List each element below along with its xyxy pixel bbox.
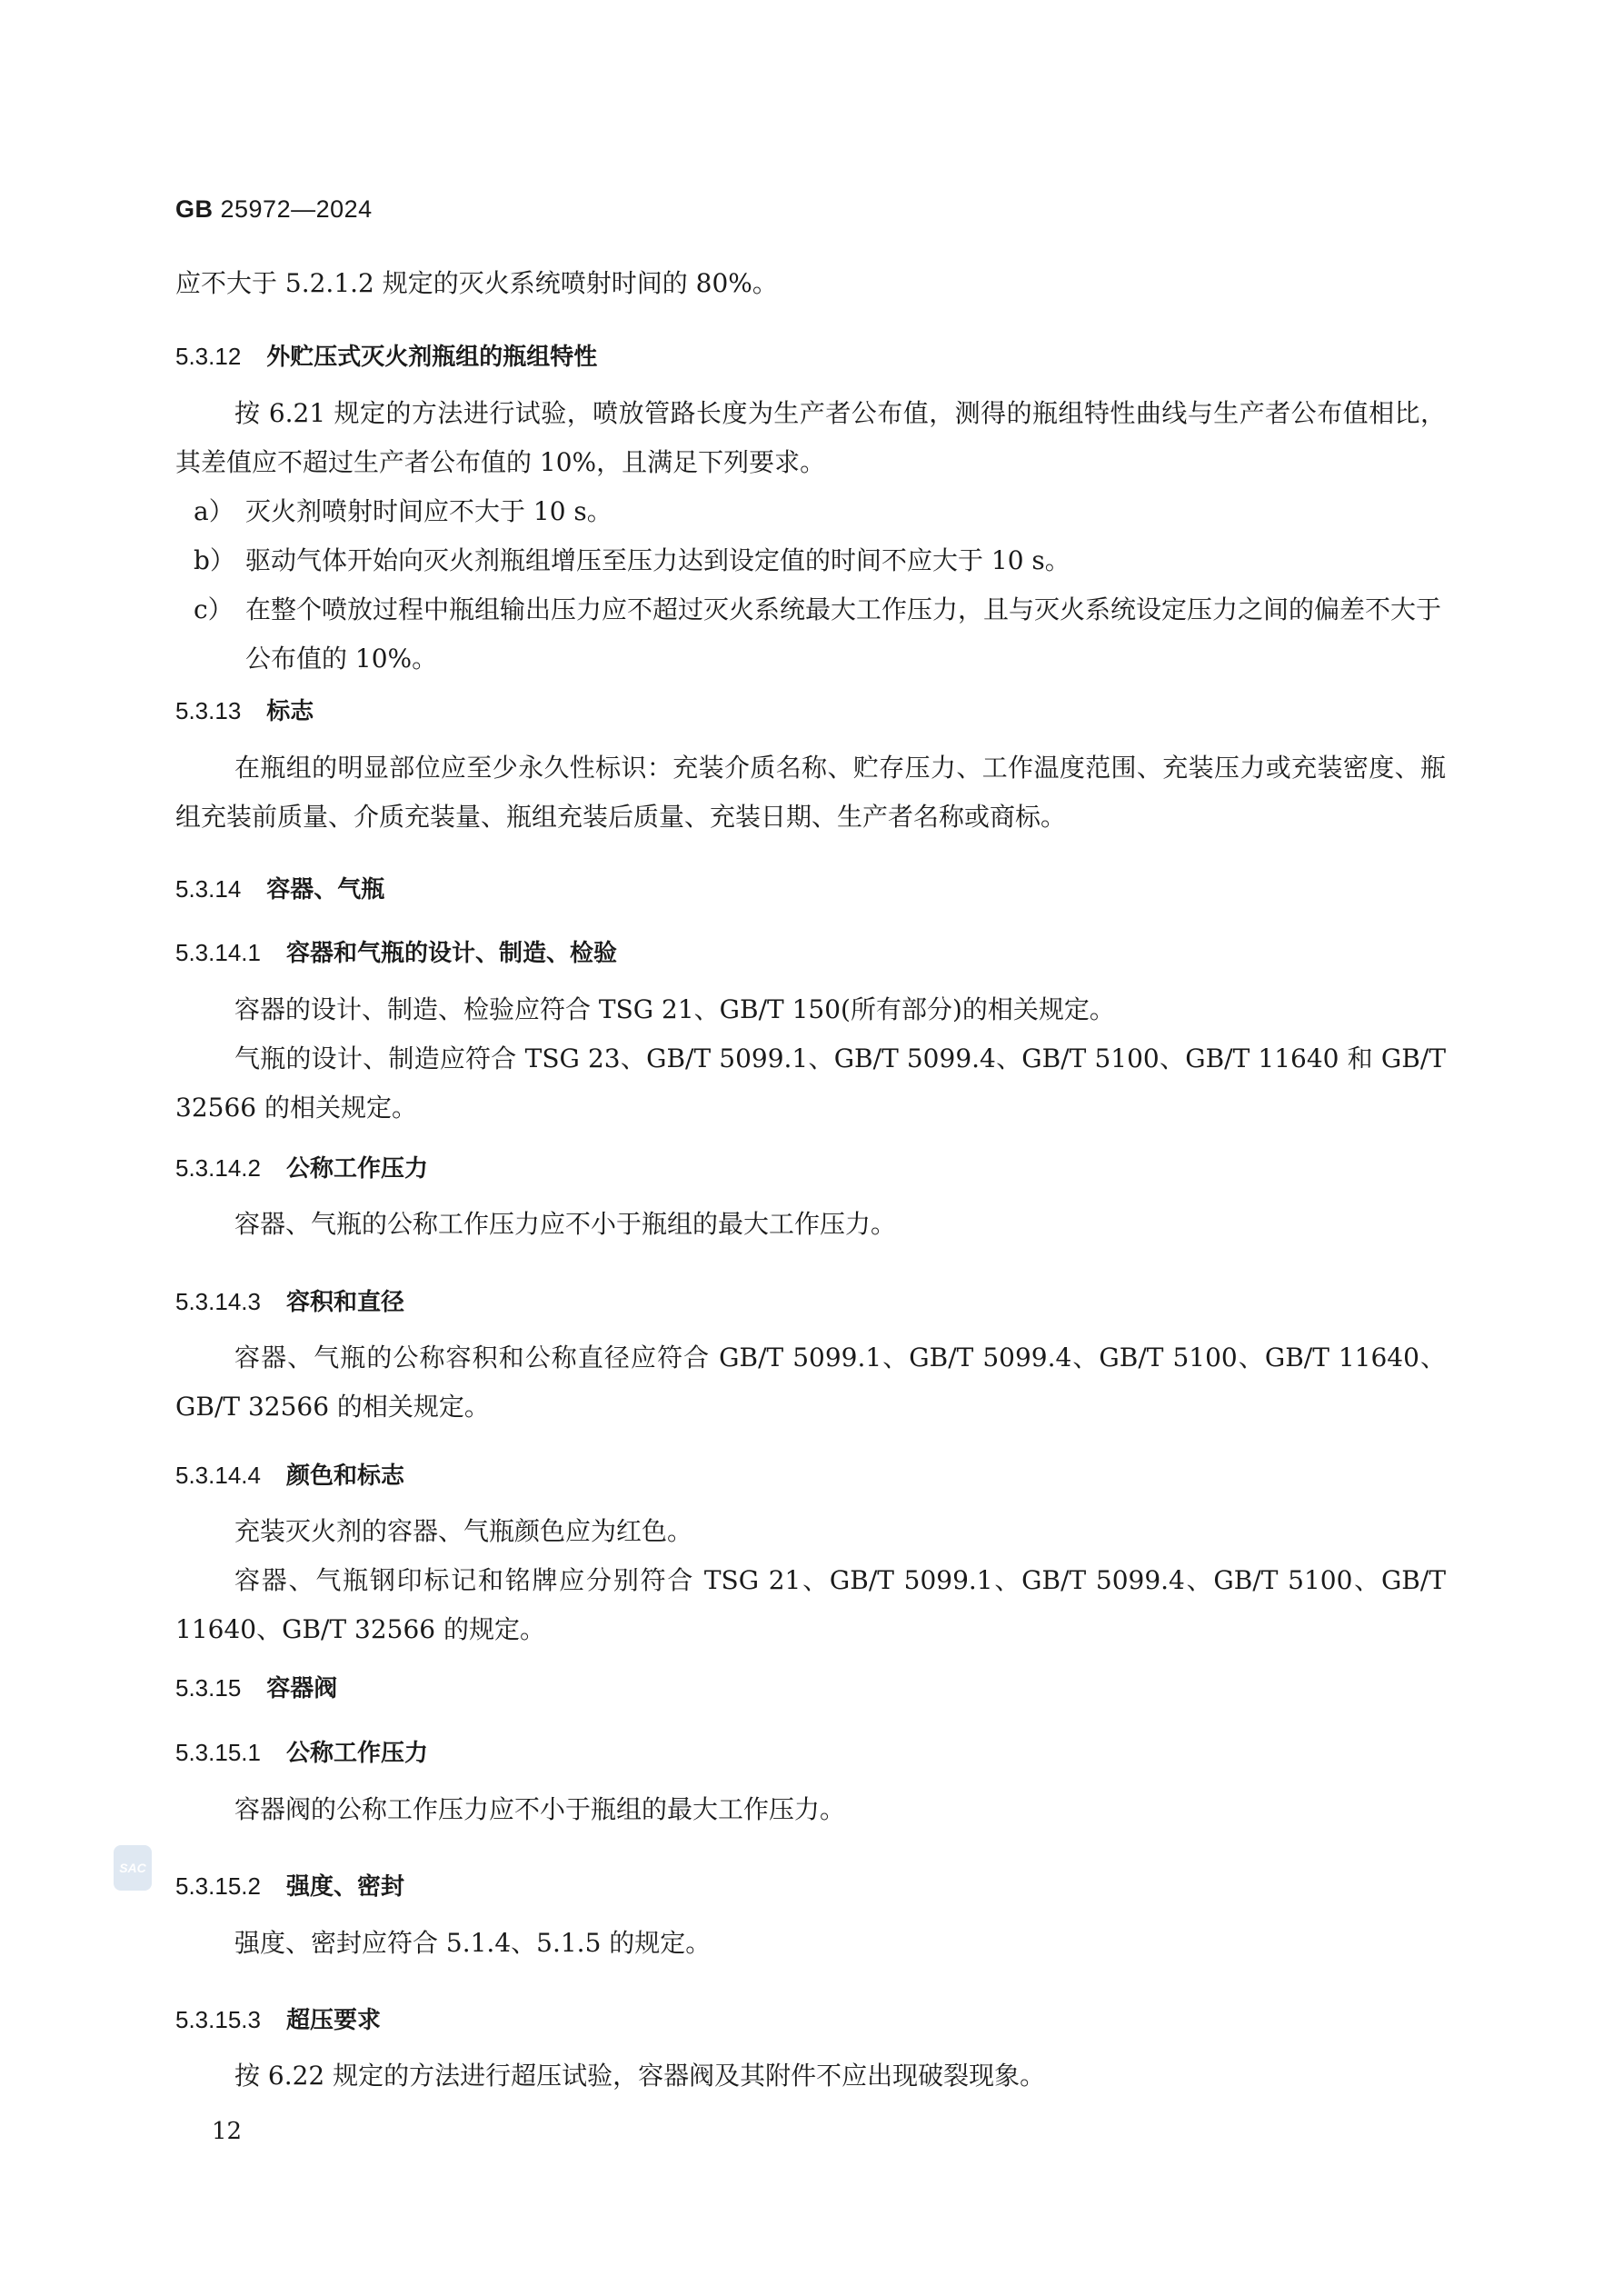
list-marker: b） xyxy=(194,545,235,575)
section-number: 5.3.14.3 xyxy=(175,1288,261,1315)
list-marker: c） xyxy=(194,594,234,624)
standard-code: GB xyxy=(175,195,214,223)
paragraph: 容器的设计、制造、检验应符合 TSG 21、GB/T 150(所有部分)的相关规定。 xyxy=(234,994,1115,1024)
list-text: 在整个喷放过程中瓶组输出压力应不超过灭火系统最大工作压力，且与灭火系统设定压力之间的偏差不大于公布值的 10%。 xyxy=(245,594,1442,674)
paragraph: 容器、气瓶的公称容积和公称直径应符合 GB/T 5099.1、GB/T 5099.4、GB/T 5100、GB/T 11640、GB/T 32566 的相关规定。 xyxy=(175,1343,1446,1422)
section-title: 容器阀 xyxy=(266,1675,338,1702)
paragraph: 充装灭火剂的容器、气瓶颜色应为红色。 xyxy=(234,1516,693,1546)
list-text: 驱动气体开始向灭火剂瓶组增压至压力达到设定值的时间不应大于 10 s。 xyxy=(245,545,1070,575)
section-title: 标志 xyxy=(266,698,314,725)
section-heading-5-3-15-2 xyxy=(175,1868,404,1902)
section-title: 强度、密封 xyxy=(285,1873,404,1901)
section-title: 公称工作压力 xyxy=(285,1155,428,1183)
section-heading-5-3-15-1 xyxy=(175,1734,428,1768)
section-heading-5-3-13 xyxy=(175,693,314,726)
list-item-a xyxy=(194,487,1446,536)
section-number: 5.3.15 xyxy=(175,1674,242,1702)
standard-header xyxy=(175,195,373,224)
section-title: 容器和气瓶的设计、制造、检验 xyxy=(285,940,617,967)
page-number: 12 xyxy=(212,2118,243,2145)
section-number: 5.3.14.4 xyxy=(175,1462,261,1489)
section-number: 5.3.14.2 xyxy=(175,1154,261,1182)
sac-watermark-logo: SAC xyxy=(114,1845,152,1891)
list-item-b xyxy=(194,536,1446,585)
list-item-c xyxy=(194,585,1446,684)
section-number: 5.3.15.1 xyxy=(175,1739,261,1766)
section-heading-5-3-14-4 xyxy=(175,1457,404,1491)
paragraph: 按 6.21 规定的方法进行试验，喷放管路长度为生产者公布值，测得的瓶组特性曲线与生产者公布值相比，其差值应不超过生产者公布值的 10%，且满足下列要求。 xyxy=(175,398,1446,477)
section-heading-5-3-15 xyxy=(175,1670,337,1703)
section-title: 外贮压式灭火剂瓶组的瓶组特性 xyxy=(266,344,598,371)
section-title: 超压要求 xyxy=(285,2007,381,2034)
section-number: 5.3.13 xyxy=(175,697,242,724)
section-heading-5-3-14 xyxy=(175,871,384,904)
section-number: 5.3.15.2 xyxy=(175,1872,261,1900)
paragraph: 按 6.22 规定的方法进行超压试验，容器阀及其附件不应出现破裂现象。 xyxy=(234,2061,1046,2091)
paragraph: 容器、气瓶钢印标记和铭牌应分别符合 TSG 21、GB/T 5099.1、GB/T 5099.4、GB/T 5100、GB/T 11640、GB/T 32566 的规定。 xyxy=(175,1565,1446,1644)
list-marker: a） xyxy=(194,496,234,526)
list-text: 灭火剂喷射时间应不大于 10 s。 xyxy=(245,496,612,526)
section-number: 5.3.14 xyxy=(175,875,242,903)
standard-number: 25972—2024 xyxy=(220,195,373,223)
section-number: 5.3.15.3 xyxy=(175,2006,261,2033)
section-title: 容积和直径 xyxy=(285,1289,404,1316)
section-title: 容器、气瓶 xyxy=(266,876,385,903)
paragraph: 容器阀的公称工作压力应不小于瓶组的最大工作压力。 xyxy=(234,1794,846,1824)
section-title: 公称工作压力 xyxy=(285,1740,428,1767)
section-heading-5-3-15-3 xyxy=(175,2002,381,2035)
section-heading-5-3-12 xyxy=(175,338,597,372)
paragraph: 应不大于 5.2.1.2 规定的灭火系统喷射时间的 80%。 xyxy=(175,268,778,298)
section-title: 颜色和标志 xyxy=(285,1462,404,1490)
paragraph: 在瓶组的明显部位应至少永久性标识：充装介质名称、贮存压力、工作温度范围、充装压力或充装密度、瓶组充装前质量、介质充装量、瓶组充装后质量、充装日期、生产者名称或商标。 xyxy=(175,753,1446,832)
paragraph: 强度、密封应符合 5.1.4、5.1.5 的规定。 xyxy=(234,1928,712,1958)
section-heading-5-3-14-3 xyxy=(175,1283,404,1317)
section-number: 5.3.14.1 xyxy=(175,939,261,966)
section-heading-5-3-14-1 xyxy=(175,934,617,968)
section-heading-5-3-14-2 xyxy=(175,1150,428,1183)
section-number: 5.3.12 xyxy=(175,343,242,370)
paragraph: 容器、气瓶的公称工作压力应不小于瓶组的最大工作压力。 xyxy=(234,1209,897,1239)
paragraph: 气瓶的设计、制造应符合 TSG 23、GB/T 5099.1、GB/T 5099.4、GB/T 5100、GB/T 11640 和 GB/T 32566 的相关规定。 xyxy=(175,1043,1446,1123)
